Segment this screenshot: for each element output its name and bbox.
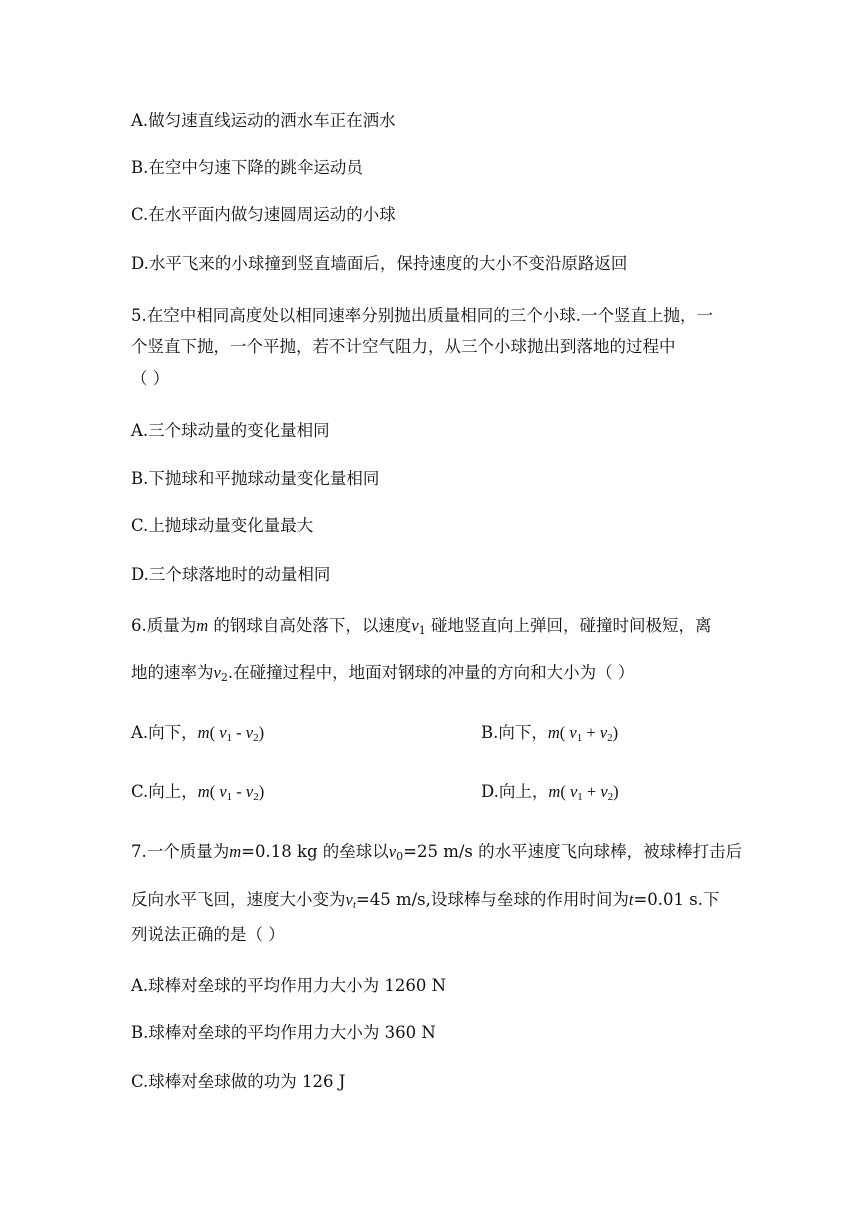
mass-symbol: m [197, 723, 210, 742]
option-label: B.向下， [481, 723, 548, 742]
paren: ) [258, 782, 265, 801]
velocity-symbol: v [599, 723, 608, 742]
velocity-symbol: v [388, 842, 397, 861]
subscript: 1 [577, 791, 583, 803]
paren: ( [209, 723, 216, 742]
option-label: D.向上， [481, 782, 549, 801]
velocity-symbol: v [569, 782, 578, 801]
q7-option-c: C.球棒对垒球做的功为 126 J [131, 1072, 346, 1091]
option-formula [198, 782, 264, 801]
q6-option-a [131, 722, 264, 744]
q6-option-b [481, 722, 618, 744]
subscript: 2 [253, 791, 259, 803]
q6-text: .在碰撞过程中，地面对钢球的冲量的方向和大小为（ ） [227, 663, 635, 682]
q5-stem-line2: 个竖直下抛，一个平抛，若不计空气阻力，从三个小球抛出到落地的过程中 [131, 337, 676, 356]
subscript: 1 [418, 624, 426, 637]
velocity-symbol: v [219, 782, 227, 801]
q7-stem-line1 [131, 841, 742, 863]
subscript: 2 [253, 732, 259, 744]
q4-option-c: C.在水平面内做匀速圆周运动的小球 [131, 205, 396, 224]
q7-text: =45 m/s,设球棒与垒球的作用时间为 [355, 890, 629, 909]
mass-symbol: m [197, 782, 210, 801]
subscript: 1 [226, 791, 233, 803]
velocity-symbol: v [245, 782, 254, 801]
q7-text: =0.01 s.下 [633, 890, 720, 909]
paren: ( [560, 782, 566, 801]
q6-stem-line2 [131, 662, 634, 684]
q6-text: 的钢球自高处落下，以速度 [208, 616, 412, 635]
q7-stem-line3: 列说法正确的是（ ） [131, 925, 285, 944]
subscript: 2 [607, 791, 614, 803]
subscript: t [352, 899, 356, 911]
q6-option-d [481, 781, 619, 803]
operator: - [236, 723, 242, 742]
velocity-symbol: v [600, 782, 608, 801]
velocity-symbol: v [569, 723, 577, 742]
velocity-symbol: v [411, 616, 419, 635]
option-formula [548, 723, 618, 742]
paren: ( [209, 782, 216, 801]
subscript: 2 [220, 671, 228, 684]
q7-text: =25 m/s 的水平速度飞向球棒，被球棒打击后 [403, 842, 743, 861]
velocity-symbol: v [213, 663, 221, 682]
q7-text: 7.一个质量为 [131, 842, 230, 861]
paren: ) [612, 723, 619, 742]
q7-text: 反向水平飞回，速度大小变为 [131, 890, 346, 909]
option-formula [548, 782, 618, 801]
q7-stem-line2 [131, 889, 720, 911]
paren: ) [258, 723, 265, 742]
q4-option-b: B.在空中匀速下降的跳伞运动员 [131, 158, 363, 177]
q5-option-b: B.下抛球和平抛球动量变化量相同 [131, 469, 380, 488]
option-formula [198, 723, 264, 742]
velocity-symbol: v [245, 723, 254, 742]
subscript: 1 [576, 732, 583, 744]
q6-text: 碰地竖直向上弹回，碰撞时间极短，离 [425, 616, 712, 635]
q6-text: 地的速率为 [131, 663, 214, 682]
q5-option-c: C.上抛球动量变化量最大 [131, 516, 314, 535]
q4-option-a: A.做匀速直线运动的洒水车正在洒水 [131, 111, 396, 130]
q5-stem-line1: 5.在空中相同高度处以相同速率分别抛出质量相同的三个小球.一个竖直上抛，一 [131, 306, 713, 325]
q5-stem-line3: （ ） [131, 369, 170, 388]
time-symbol: t [628, 890, 634, 909]
q6-text: 6.质量为 [131, 616, 197, 635]
operator: + [586, 782, 597, 801]
subscript: 0 [396, 850, 404, 863]
paren: ) [613, 782, 619, 801]
mass-symbol: m [547, 723, 560, 742]
q7-option-a: A.球棒对垒球的平均作用力大小为 1260 N [131, 976, 447, 995]
operator: - [236, 782, 242, 801]
q5-option-a: A.三个球动量的变化量相同 [131, 421, 330, 440]
subscript: 2 [607, 732, 613, 744]
velocity-symbol: v [345, 890, 353, 909]
option-label: C.向上， [131, 782, 198, 801]
velocity-symbol: v [219, 723, 227, 742]
q6-stem-line1 [131, 615, 712, 637]
option-label: A.向下， [131, 723, 198, 742]
q7-option-b: B.球棒对垒球的平均作用力大小为 360 N [131, 1023, 436, 1042]
q5-option-d: D.三个球落地时的动量相同 [131, 565, 331, 584]
q7-text: =0.18 kg 的垒球以 [241, 842, 389, 861]
mass-symbol: m [548, 782, 561, 801]
operator: + [586, 723, 596, 742]
q4-option-d: D.水平飞来的小球撞到竖直墙面后，保持速度的大小不变沿原路返回 [131, 254, 628, 273]
mass-symbol: m [196, 616, 209, 635]
subscript: 1 [226, 732, 233, 744]
paren: ( [559, 723, 566, 742]
mass-symbol: m [229, 842, 242, 861]
q6-option-c [131, 781, 264, 803]
